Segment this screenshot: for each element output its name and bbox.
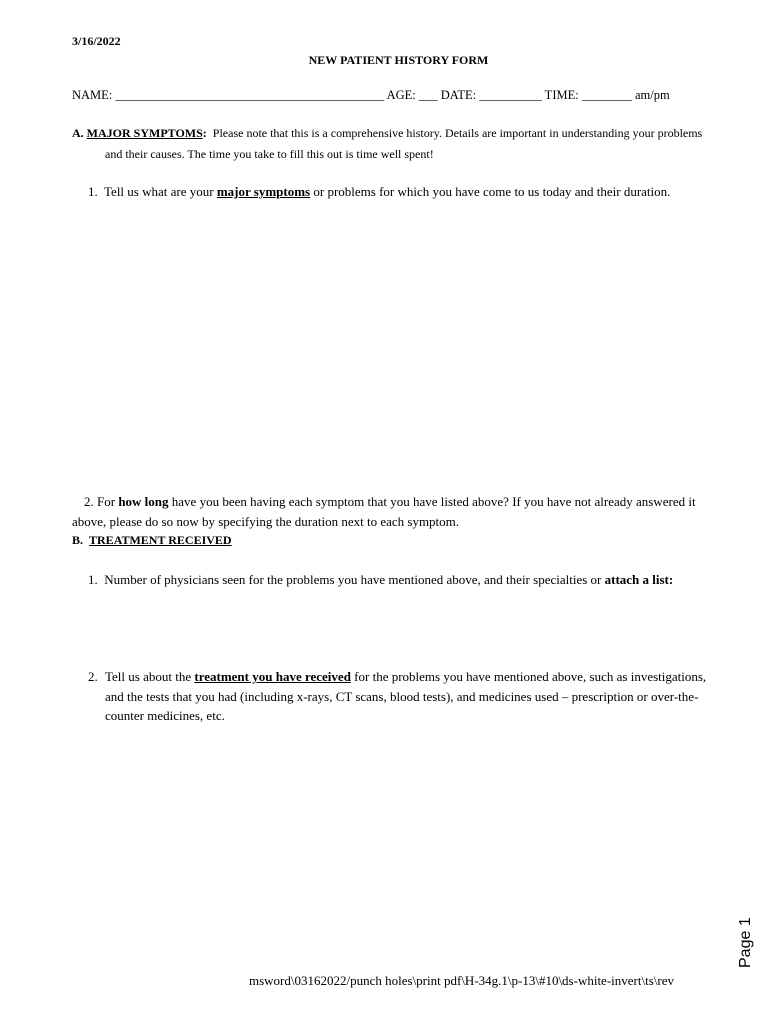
section-b-question-2-line3: counter medicines, etc.	[105, 708, 225, 723]
question-emphasis: attach a list:	[604, 572, 674, 587]
section-b-label: B.	[72, 533, 84, 547]
section-a-intro-line1: Please note that this is a comprehensive history. Details are important in understanding your problems	[212, 126, 703, 140]
question-emphasis: how long	[118, 494, 169, 509]
section-b-question-2-number: 2.	[88, 669, 98, 684]
section-a-question-1	[88, 184, 670, 200]
section-a-heading	[72, 126, 702, 141]
name-age-date-time-row: NAME: ___________________________________________ AGE: ___ DATE: __________ TIME: ________ am/pm	[72, 88, 670, 102]
section-b-question-1	[88, 572, 673, 588]
page-number-mark	[737, 917, 767, 1008]
page-number: 1	[737, 917, 754, 927]
section-b-heading	[72, 533, 232, 548]
footer-path: msword\03162022/punch holes\print pdf\H-34g.1\p-13\#10\ds-white-invert\ts\rev	[249, 973, 674, 988]
question-text-cont: for the problems you have mentioned above, such as investigations,	[350, 669, 707, 684]
question-emphasis: major symptoms	[216, 184, 311, 199]
question-number: 1.	[88, 184, 98, 199]
question-text: 2. For	[84, 494, 119, 509]
question-emphasis: treatment you have received	[194, 669, 351, 684]
form-date: 3/16/2022	[72, 34, 121, 48]
question-text-cont: have you been having each symptom that you have listed above? If you have not already answered it	[168, 494, 696, 509]
question-text: Tell us what are your	[104, 184, 217, 199]
section-a-title: MAJOR SYMPTOMS	[86, 126, 203, 140]
page-word: Page	[737, 930, 754, 968]
section-a-label: A.	[72, 126, 84, 140]
section-b-question-2-line2: and the tests that you had (including x-rays, CT scans, blood tests), and medicines used – prescription or over-the-	[105, 689, 699, 704]
section-b-title: TREATMENT RECEIVED	[89, 533, 232, 547]
question-text: Tell us about the	[105, 669, 195, 684]
section-a-question-2-line2: above, please do so now by specifying the duration next to each symptom.	[72, 514, 460, 529]
question-text: Number of physicians seen for the problems you have mentioned above, and their specialties or	[104, 572, 605, 587]
question-number: 1.	[88, 572, 98, 587]
question-text-cont: or problems for which you have come to us today and their duration.	[310, 184, 671, 199]
section-a-intro-line2: and their causes. The time you take to fill this out is time well spent!	[105, 147, 434, 161]
form-title: NEW PATIENT HISTORY FORM	[308, 53, 489, 67]
section-a-question-2	[84, 494, 696, 510]
section-a-colon: :	[202, 126, 207, 140]
section-b-question-2	[105, 669, 706, 685]
